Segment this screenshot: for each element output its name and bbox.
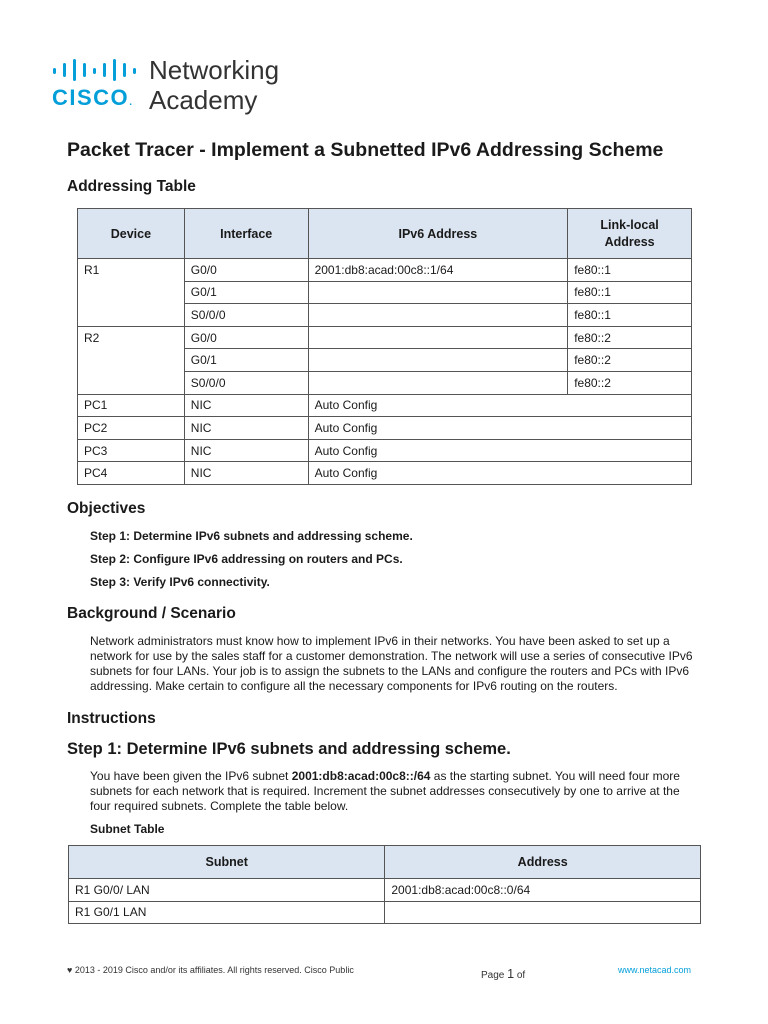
cell-ipv6-address [308,281,568,304]
step1-paragraph: You have been given the IPv6 subnet 2001:db8:acad:00c8::/64 as the starting subnet. You will need four more subnets for each network that is required. Increment the subnet addresses consecutively by one to arrive at the four required subnets. Complete the table below. [90,769,680,813]
step1-heading: Step 1: Determine IPv6 subnets and addressing scheme. [67,740,511,758]
cell-interface: G0/0 [184,326,308,349]
addressing-table [77,208,692,485]
cell-ipv6-address [308,304,568,327]
background-heading: Background / Scenario [67,605,236,622]
cell-interface: G0/1 [184,349,308,372]
starting-subnet: 2001:db8:acad:00c8::/64 [291,769,431,783]
cell-link-local: fe80::1 [568,259,692,282]
cell-interface: NIC [184,439,308,462]
cell-interface: G0/1 [184,281,308,304]
subnet-table [68,845,701,924]
table-row [78,439,692,462]
table-row [78,394,692,417]
cisco-wordmark: CISCO. [52,85,132,110]
objective-step-1: Step 1: Determine IPv6 subnets and addressing scheme. [90,529,413,543]
cell-ipv6-address [308,326,568,349]
table-row [78,304,692,327]
table-row [78,281,692,304]
cell-device: PC3 [78,439,185,462]
column-header-device: Device [78,209,185,259]
cell-device: R1 [78,259,185,282]
cell-link-local: fe80::2 [568,371,692,394]
cell-device: PC1 [78,394,185,417]
cell-device [78,304,185,327]
cell-subnet: R1 G0/1 LAN [69,901,385,924]
footer-page-number: Page 1 of [481,967,526,981]
cell-interface: G0/0 [184,259,308,282]
cell-interface: NIC [184,462,308,485]
cell-ipv6-address: Auto Config [308,439,691,462]
cell-interface: S0/0/0 [184,371,308,394]
table-row [69,879,701,902]
cell-ipv6-address: 2001:db8:acad:00c8::1/64 [308,259,568,282]
column-header-subnet: Subnet [69,846,385,879]
cisco-networking-academy-logo [52,57,312,117]
cell-device: PC4 [78,462,185,485]
table-row [78,326,692,349]
cell-ipv6-address: Auto Config [308,394,691,417]
table-row [78,371,692,394]
cell-link-local: fe80::2 [568,349,692,372]
table-row [78,349,692,372]
table-row [78,417,692,440]
instructions-heading: Instructions [67,710,156,727]
addressing-table-heading: Addressing Table [67,178,196,195]
cisco-bars-icon [52,59,144,81]
cell-ipv6-address [308,349,568,372]
column-header-address: Address [385,846,701,879]
cell-ipv6-address [308,371,568,394]
cell-link-local: fe80::1 [568,304,692,327]
cell-interface: NIC [184,417,308,440]
objectives-heading: Objectives [67,500,146,517]
column-header-interface: Interface [184,209,308,259]
cell-device: R2 [78,326,185,349]
cell-link-local: fe80::1 [568,281,692,304]
objective-step-2: Step 2: Configure IPv6 addressing on routers and PCs. [90,552,403,566]
column-header-ipv6-address: IPv6 Address [308,209,568,259]
cell-address: 2001:db8:acad:00c8::0/64 [385,879,701,902]
cell-subnet: R1 G0/0/ LAN [69,879,385,902]
objective-step-3: Step 3: Verify IPv6 connectivity. [90,575,270,589]
cell-link-local: fe80::2 [568,326,692,349]
table-header-row [78,209,692,259]
cell-device [78,349,185,372]
cell-ipv6-address: Auto Config [308,417,691,440]
cell-interface: NIC [184,394,308,417]
logo-academy: Academy [149,85,258,115]
column-header-link-local: Link-local Address [568,209,692,259]
cell-device [78,371,185,394]
table-row [78,462,692,485]
cell-device: PC2 [78,417,185,440]
logo-networking: Networking [149,55,280,85]
cell-device [78,281,185,304]
cell-interface: S0/0/0 [184,304,308,327]
cell-address [385,901,701,924]
table-header-row [69,846,701,879]
table-row [69,901,701,924]
table-row [78,259,692,282]
background-text: Network administrators must know how to implement IPv6 in their networks. You have been asked to set up a network for use by the sales staff for a customer demonstration. The network will use a series of consecutive IPv6 subnets for four LANs. Your job is to assign the subnets to the LANs and configure the routers and PCs with IPv6 addressing. Make certain to configure all the necessary components for IPv6 routing on the routers. [90,634,693,693]
footer-copyright: ♥ 2013 - 2019 Cisco and/or its affiliates. All rights reserved. Cisco Public [67,965,354,975]
footer-url-link[interactable]: www.netacad.com [618,965,692,975]
cell-ipv6-address: Auto Config [308,462,691,485]
page-title: Packet Tracer - Implement a Subnetted IPv6 Addressing Scheme [67,139,664,161]
subnet-table-caption: Subnet Table [90,822,165,836]
